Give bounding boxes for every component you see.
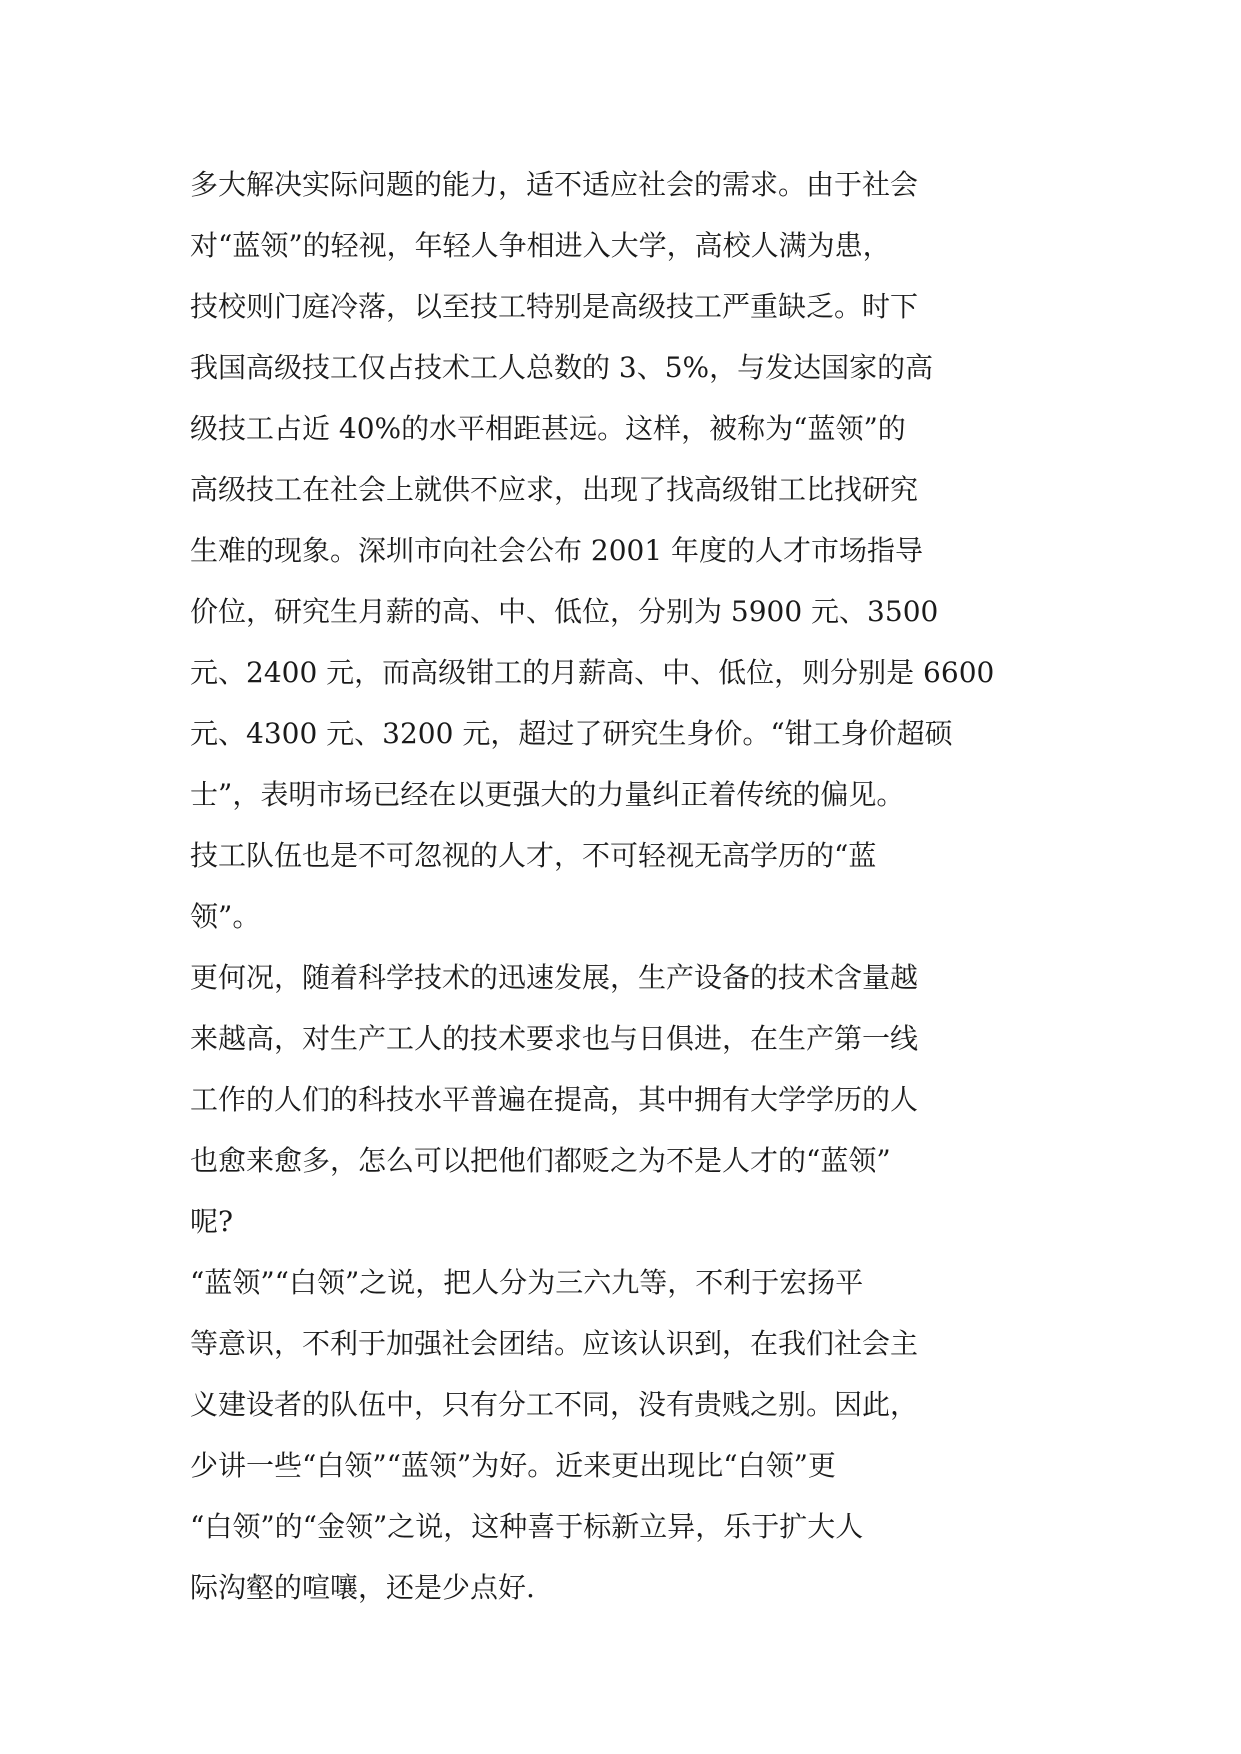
text-line: 士”，表明市场已经在以更强大的力量纠正着传统的偏见。: [190, 778, 905, 811]
text-line: 际沟壑的喧嚷，还是少点好.: [190, 1571, 535, 1604]
text-line: 领”。: [190, 900, 261, 933]
text-line: 等意识，不利于加强社会团结。应该认识到，在我们社会主: [190, 1327, 919, 1360]
text-line: 元、2400 元，而高级钳工的月薪高、中、低位，则分别是 6600: [190, 656, 995, 689]
text-line: 更何况，随着科学技术的迅速发展，生产设备的技术含量越: [190, 961, 919, 994]
text-line: 工作的人们的科技水平普遍在提高，其中拥有大学学历的人: [190, 1083, 919, 1116]
text-line: 元、4300 元、3200 元，超过了研究生身价。“钳工身价超硕: [190, 717, 953, 750]
text-line: 多大解决实际问题的能力，适不适应社会的需求。由于社会: [190, 168, 919, 201]
text-line: 技校则门庭冷落，以至技工特别是高级技工严重缺乏。时下: [190, 290, 919, 323]
text-line: “蓝领”“白领”之说，把人分为三六九等，不利于宏扬平: [190, 1266, 864, 1299]
text-line: 我国高级技工仅占技术工人总数的 3、5%，与发达国家的高: [190, 351, 934, 384]
text-line: 价位，研究生月薪的高、中、低位，分别为 5900 元、3500: [190, 595, 939, 628]
text-line: 也愈来愈多，怎么可以把他们都贬之为不是人才的“蓝领”: [190, 1144, 891, 1177]
text-line: 技工队伍也是不可忽视的人才，不可轻视无高学历的“蓝: [190, 839, 877, 872]
text-line: 来越高，对生产工人的技术要求也与日俱进，在生产第一线: [190, 1022, 919, 1055]
text-line: 级技工占近 40%的水平相距甚远。这样，被称为“蓝领”的: [190, 412, 906, 445]
text-line: 高级技工在社会上就供不应求，出现了找高级钳工比找研究: [190, 473, 919, 506]
document-body: [190, 154, 1070, 1618]
text-line: “白领”的“金领”之说，这种喜于标新立异，乐于扩大人: [190, 1510, 864, 1543]
text-line: 呢?: [190, 1205, 234, 1238]
text-line: 对“蓝领”的轻视，年轻人争相进入大学，高校人满为患，: [190, 229, 891, 262]
text-line: 少讲一些“白领”“蓝领”为好。近来更出现比“白领”更: [190, 1449, 836, 1482]
text-line: 生难的现象。深圳市向社会公布 2001 年度的人才市场指导: [190, 534, 924, 567]
text-line: 义建设者的队伍中，只有分工不同，没有贵贱之别。因此，: [190, 1388, 919, 1421]
